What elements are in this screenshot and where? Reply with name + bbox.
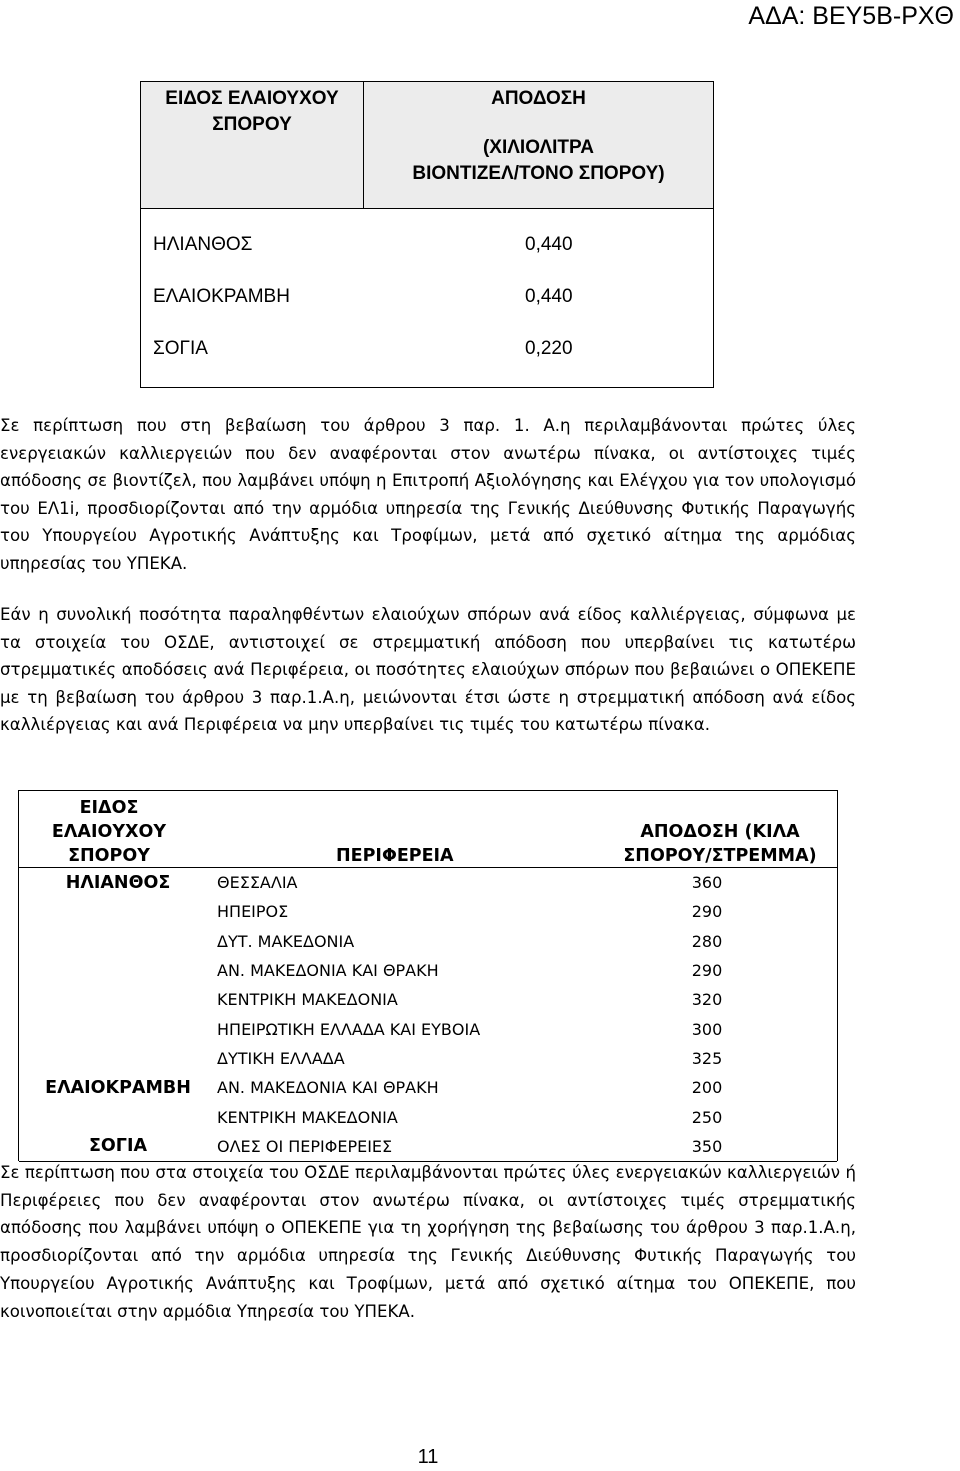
region-name: ΔΥΤ. ΜΑΚΕΔΟΝΙΑ (217, 931, 355, 951)
yield-value: 0,220 (525, 338, 573, 359)
table1-header-yield-line: ΒΙΟΝΤΙΖΕΛ/ΤΟΝΟ ΣΠΟΡΟΥ) (412, 163, 665, 184)
paragraph-1: Σε περίπτωση που στη βεβαίωση του άρθρου 3 παρ. 1. Α.η περιλαμβάνονται πρώτες ύλες ενεργειακών καλλιεργειών που δεν αναφέρονται στον ανωτέρω πίνακα, οι αντίστοιχες τιμές απόδοσης σε βιοντίζελ, που λαμβάνει υπόψη η Επιτροπή Αξιολόγησης και Ελέγχου για τον υπολογισμό του ΕΛ1i, προσδιορίζονται από την αρμόδια υπηρεσία της Γενικής Διεύθυνσης Φυτικής Παραγωγής του Υπουργείου Αγροτικής Ανάπτυξης και Τροφίμων, μετά από σχετικό αίτημα της αρμόδιας υπηρεσίας του ΥΠΕΚΑ. (0, 416, 856, 573)
table2-header-yield-line: ΑΠΟΔΟΣΗ (ΚΙΛΑ (640, 822, 800, 842)
yield-value: 300 (691, 1019, 723, 1039)
crop-name: ΣΟΓΙΑ (153, 338, 208, 359)
region-name: ΑΝ. ΜΑΚΕΔΟΝΙΑ ΚΑΙ ΘΡΑΚΗ (217, 961, 439, 981)
table2-header-yield-line: ΣΠΟΡΟΥ/ΣΤΡΕΜΜΑ) (623, 846, 817, 866)
yield-value: 360 (691, 873, 723, 893)
crop-name: ΣΟΓΙΑ (88, 1136, 148, 1157)
crop-name: ΕΛΑΙΟΚΡΑΜΒΗ (45, 1077, 191, 1098)
region-name: ΔΥΤΙΚΗ ΕΛΛΑΔΑ (217, 1048, 345, 1068)
table2-header (18, 790, 838, 867)
table1-header-yield-line: (ΧΙΛΙΟΛΙΤΡΑ (482, 137, 595, 158)
table-row (19, 1132, 837, 1161)
region-name: ΚΕΝΤΡΙΚΗ ΜΑΚΕΔΟΝΙΑ (217, 1107, 398, 1127)
crop-name: ΗΛΙΑΝΘΟΣ (153, 234, 253, 255)
region-name: ΑΝ. ΜΑΚΕΔΟΝΙΑ ΚΑΙ ΘΡΑΚΗ (217, 1078, 439, 1098)
yield-value: 325 (691, 1048, 723, 1068)
table1-header-yield (364, 82, 714, 209)
table-row (153, 219, 701, 271)
table-row (19, 1073, 837, 1102)
yield-value: 0,440 (525, 234, 573, 255)
table-row (19, 1102, 837, 1131)
table-row (19, 927, 837, 956)
crop-name: ΕΛΑΙΟΚΡΑΜΒΗ (153, 286, 290, 307)
yield-value: 350 (691, 1136, 723, 1156)
crop-name: ΗΛΙΑΝΘΟΣ (65, 872, 171, 893)
region-name: ΘΕΣΣΑΛΙΑ (217, 873, 298, 893)
table1-header-yield-line: ΑΠΟΔΟΣΗ (491, 88, 586, 109)
table-row (19, 868, 837, 897)
table2-header-crop (19, 796, 199, 868)
table2-header-crop-line: ΕΛΑΙΟΥΧΟΥ (51, 822, 167, 842)
table2-header-yield (604, 820, 836, 868)
yield-value: 320 (691, 990, 723, 1010)
table-row (153, 271, 701, 323)
paragraph-2: Εάν η συνολική ποσότητα παραληφθέντων ελαιούχων σπόρων ανά είδος καλλιέργειας, σύμφωνα με τα στοιχεία του ΟΣΔΕ, αντιστοιχεί σε στρεμματική απόδοση που υπερβαίνει τις κατωτέρω στρεμματικές αποδόσεις ανά Περιφέρεια, οι ποσότητες ελαιούχων σπόρων που βεβαιώνει ο ΟΠΕΚΕΠΕ με τη βεβαίωση του άρθρου 3 παρ.1.Α.η, μειώνονται έτσι ώστε η στρεμματική απόδοση ανά είδος καλλιέργειας και ανά Περιφέρεια να μην υπερβαίνει τις τιμές του κατωτέρω πίνακα. (0, 605, 856, 734)
table-row (19, 985, 837, 1014)
table2-header-crop-line: ΕΙΔΟΣ (79, 798, 139, 818)
page-number: 11 (417, 1446, 439, 1468)
table1-header-crop (141, 82, 364, 209)
table-row (19, 1044, 837, 1073)
region-name: ΗΠΕΙΡΟΣ (217, 902, 289, 922)
table-row (153, 323, 701, 375)
yield-value: 290 (691, 961, 723, 981)
region-name: ΟΛΕΣ ΟΙ ΠΕΡΙΦΕΡΕΙΕΣ (217, 1136, 393, 1156)
ada-code: ΑΔΑ: ΒΕΥ5Β-ΡΧΘ (748, 2, 954, 30)
table-row (19, 1014, 837, 1043)
yield-value: 0,440 (525, 286, 573, 307)
paragraph-3: Σε περίπτωση που στα στοιχεία του ΟΣΔΕ περιλαμβάνονται πρώτες ύλες ενεργειακών καλλιεργειών ή Περιφέρειες που δεν αναφέρονται στον ανωτέρω πίνακα, οι αντίστοιχες τιμές στρεμματικής απόδοσης που λαμβάνει υπόψη ο ΟΠΕΚΕΠΕ για τη χορήγηση της βεβαίωσης του άρθρου 3 παρ.1.Α.η, προσδιορίζονται από την αρμόδια υπηρεσία της Γενικής Διεύθυνσης Φυτικής Παραγωγής του Υπουργείου Αγροτικής Ανάπτυξης και Τροφίμων, μετά από σχετικό αίτημα του ΟΠΕΚΕΠΕ, που κοινοποιείται στην αρμόδια Υπηρεσία του ΥΠΕΚΑ. (0, 1163, 856, 1321)
table-row (19, 897, 837, 926)
yield-value: 280 (691, 931, 723, 951)
region-name: ΚΕΝΤΡΙΚΗ ΜΑΚΕΔΟΝΙΑ (217, 990, 398, 1010)
table-row (19, 956, 837, 985)
yield-value: 200 (691, 1078, 723, 1098)
yield-value: 290 (691, 902, 723, 922)
area-yield-table (18, 790, 838, 1161)
table2-body (18, 868, 838, 1161)
table1-body (141, 209, 714, 388)
table1-header-crop-line: ΣΠΟΡΟΥ (212, 114, 292, 135)
region-name: ΗΠΕΙΡΩΤΙΚΗ ΕΛΛΑΔΑ ΚΑΙ ΕΥΒΟΙΑ (217, 1019, 481, 1039)
table2-header-region: ΠΕΡΙΦΕΡΕΙΑ (336, 846, 454, 866)
biodiesel-yield-table (140, 81, 714, 388)
yield-value: 250 (691, 1107, 723, 1127)
table2-header-crop-line: ΣΠΟΡΟΥ (68, 846, 150, 866)
table1-header-crop-line: ΕΙΔΟΣ ΕΛΑΙΟΥΧΟΥ (165, 88, 339, 109)
